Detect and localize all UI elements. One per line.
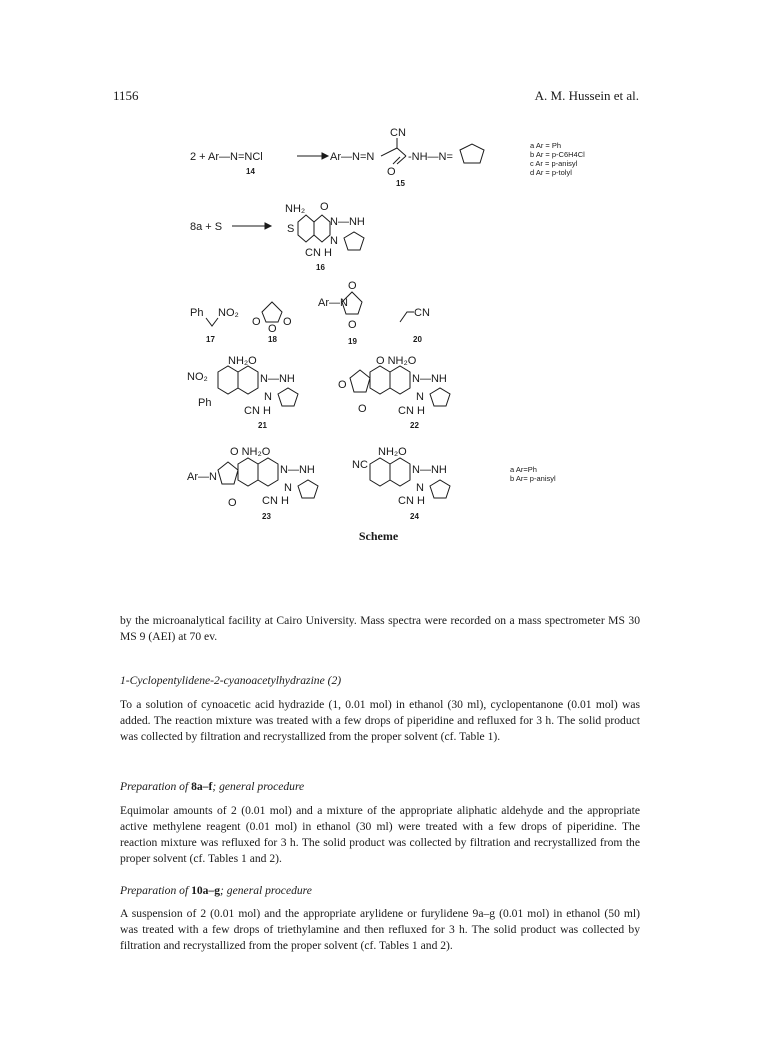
svg-text:N—NH: N—NH [260,373,295,385]
svg-text:O: O [268,323,277,335]
svg-text:N: N [264,391,272,403]
ring-24-a [370,458,390,486]
svg-text:N—NH: N—NH [412,464,447,476]
legend2-a: a Ar=Ph [510,465,537,474]
compound-15-label: 15 [396,179,405,188]
svg-text:Ar—N: Ar—N [318,297,348,309]
ring-21-b [238,366,258,394]
svg-text:CN H: CN H [244,405,271,417]
paragraph-3: Equimolar amounts of 2 (0.01 mol) and a mixture of the appropriate aliphatic aldehyde and the appropriate active methylene reagent (0.01 mol) in ethanol (30 ml) were treated with a few drops of piperidine. The reaction mixture was refluxed for 3 h. The solid product was collected by filtration and recrystallized from the proper solvent (cf. Tables 1 and 2). [120,804,640,865]
product15-cn: CN [390,127,406,139]
compound-19-label: 19 [348,337,357,346]
paragraph-2: To a solution of cynoacetic acid hydrazide (1, 0.01 mol) in ethanol (30 ml), cyclopentanone (0.01 mol) was added. The reaction mixture was treated with a few drops of piperidine and refluxed for 3 h. The solid product was collected by filtration and recrystallized from the proper solvent (cf. Table 1). [120,698,640,743]
svg-text:O NH₂O: O NH₂O [376,355,417,367]
product15-arn: Ar—N=N [330,151,375,163]
svg-text:Ph: Ph [190,307,204,319]
heading-compound-2: 1-Cyclopentylidene-2-cyanoacetylhydrazine (2) [120,674,342,687]
legend1-d: d Ar = p-tolyl [530,168,572,177]
maleic-anhydride-ring [262,302,282,322]
compound-18-label: 18 [268,335,277,344]
running-head: A. M. Hussein et al. [534,88,639,103]
ring-16-b [314,215,330,242]
cyclopentane-ring-24 [430,480,450,498]
svg-text:O: O [348,280,357,292]
legend-2 [510,465,556,483]
svg-text:Ph: Ph [198,397,212,409]
heading-preparation-8a-f: Preparation of 8a–f; general procedure [120,780,305,793]
paragraph-4: A suspension of 2 (0.01 mol) and the appropriate arylidene or furylidene 9a–g (0.01 mol) in ethanol (50 ml) was treated with a few drops of triethylamine and then refluxed for 3 h. The solid product was collected by filtration and recrystallized from the proper solvent (cf. Tables 1 and 2). [120,907,640,952]
svg-text:CN H: CN H [305,247,332,259]
imide-ring-23 [218,462,238,484]
svg-text:O: O [387,166,396,178]
paragraph-1: by the microanalytical facility at Cairo University. Mass spectra were recorded on a mass spectrometer MS 30 MS 9 (AEI) at 70 ev. [120,614,640,643]
svg-text:N: N [416,482,424,494]
svg-text:CN H: CN H [398,405,425,417]
svg-text:O: O [252,316,261,328]
arrow-1-head [322,153,328,159]
anhydride-ring-22 [350,370,370,392]
svg-text:O: O [228,497,237,509]
svg-text:N—NH: N—NH [330,216,365,228]
svg-text:N: N [416,391,424,403]
svg-text:N: N [284,482,292,494]
svg-text:S: S [287,223,295,235]
svg-text:NH₂: NH₂ [285,203,306,215]
svg-text:O: O [348,319,357,331]
product15-hydrazide: -NH—N= [408,151,453,163]
legend1-b: b Ar = p-C6H4Cl [530,150,585,159]
cyclopentane-ring-23 [298,480,318,498]
svg-text:Ar—N: Ar—N [187,471,217,483]
compound-22-label: 22 [410,421,419,430]
cyclopentane-ring-15 [460,144,484,163]
ring-21-a [218,366,238,394]
svg-text:NH₂O: NH₂O [378,446,407,458]
svg-text:NO₂: NO₂ [187,371,208,383]
ring-23-b [258,458,278,486]
ring-16-a [298,215,314,242]
svg-text:CN H: CN H [398,495,425,507]
compound-16-label: 16 [316,263,325,272]
legend1-a: a Ar = Ph [530,141,562,150]
reaction1-lhs: 2 + Ar—N=NCl [190,151,263,163]
legend-1 [530,141,585,177]
page-number: 1156 [113,88,139,103]
scheme-caption: Scheme [358,529,399,543]
cyclopentane-ring-16 [344,232,364,250]
compound-24-label: 24 [410,512,419,521]
bond [381,148,397,156]
svg-text:NO₂: NO₂ [218,307,239,319]
svg-text:O: O [283,316,292,328]
ring-22-b [390,366,410,394]
svg-text:NC: NC [352,459,368,471]
svg-text:CN: CN [414,307,430,319]
svg-text:O NH₂O: O NH₂O [230,446,271,458]
svg-text:O: O [338,379,347,391]
ring-22-a [370,366,390,394]
svg-text:CN H: CN H [262,495,289,507]
compound-23-label: 23 [262,512,271,521]
cyclopentane-ring-22 [430,388,450,406]
ring-23-a [238,458,258,486]
legend1-c: c Ar = p-anisyl [530,159,578,168]
svg-text:NH₂O: NH₂O [228,355,257,367]
compound-17-label: 17 [206,335,215,344]
cyclopentane-ring-21 [278,388,298,406]
svg-text:N—NH: N—NH [280,464,315,476]
compound-20-label: 20 [413,335,422,344]
compound-14-label: 14 [246,167,255,176]
svg-text:O: O [358,403,367,415]
reaction2-lhs: 8a + S [190,221,223,233]
legend2-b: b Ar= p-anisyl [510,474,556,483]
svg-text:O: O [320,201,329,213]
compound-21-label: 21 [258,421,267,430]
svg-text:N: N [330,235,338,247]
heading-preparation-10a-g: Preparation of 10a–g; general procedure [120,884,312,897]
svg-text:N—NH: N—NH [412,373,447,385]
ring-24-b [390,458,410,486]
